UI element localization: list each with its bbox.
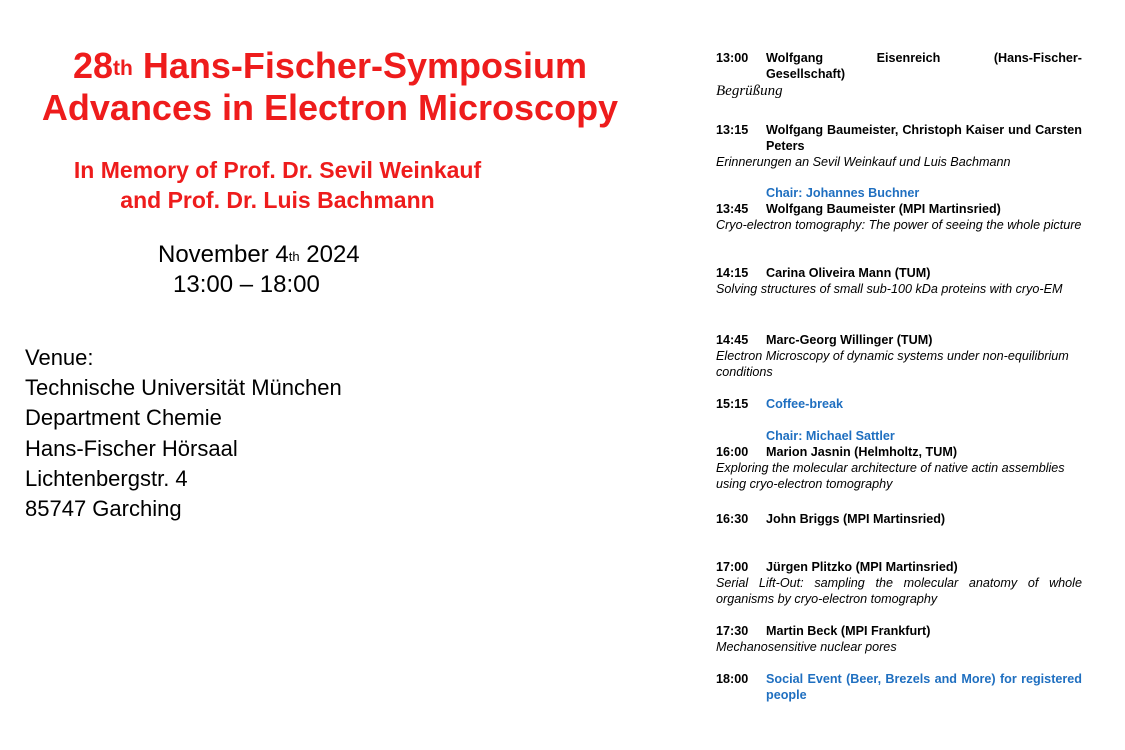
speaker-part: Eisenreich <box>876 51 941 65</box>
program-entry <box>716 332 1082 380</box>
event-time-range: 13:00 – 18:00 <box>173 271 320 298</box>
date-year: 2024 <box>299 241 360 268</box>
title-number: 28 <box>73 45 114 86</box>
program-entry <box>716 428 1082 492</box>
program-entry <box>716 623 1082 655</box>
entry-speaker <box>766 50 1082 82</box>
speaker-part: Wolfgang <box>766 51 824 65</box>
venue-line: Lichtenbergstr. 4 <box>25 465 188 491</box>
entry-time: 14:15 <box>716 266 749 280</box>
speaker-part: (Hans-Fischer- <box>993 51 1082 65</box>
entry-time: 14:45 <box>716 333 749 347</box>
program-entry <box>716 265 1082 297</box>
entry-description: Begrüßung <box>716 83 783 99</box>
symposium-title <box>0 46 660 86</box>
social-event-label: Social Event (Beer, Brezels and More) for registered people <box>766 672 1082 702</box>
memory-line-1: In Memory of Prof. Dr. Sevil Weinkauf <box>73 157 482 183</box>
entry-time: 13:15 <box>716 123 749 137</box>
date-prefix: November 4 <box>158 241 289 268</box>
entry-speaker: Jürgen Plitzko (MPI Martinsried) <box>766 560 958 574</box>
program-entry <box>716 50 1082 100</box>
entry-time: 17:00 <box>716 560 749 574</box>
event-date <box>158 241 360 269</box>
entry-speaker: Wolfgang Baumeister (MPI Martinsried) <box>766 202 1001 216</box>
entry-time: 15:15 <box>716 397 749 411</box>
entry-description: Exploring the molecular architecture of native actin assemblies using cryo-electron tomography <box>716 461 1065 491</box>
program-entry <box>716 559 1082 607</box>
program-entry <box>716 511 1082 527</box>
date-ordinal: th <box>288 249 300 264</box>
symposium-subtitle: Advances in Electron Microscopy <box>41 87 619 128</box>
venue-heading: Venue: <box>25 345 94 370</box>
entry-speaker: Carina Oliveira Mann (TUM) <box>766 266 931 280</box>
session-chair: Chair: Michael Sattler <box>766 429 895 443</box>
entry-speaker: John Briggs (MPI Martinsried) <box>766 512 946 526</box>
venue-line: 85747 Garching <box>25 496 182 522</box>
entry-speaker: Martin Beck (MPI Frankfurt) <box>766 624 931 638</box>
entry-time: 16:30 <box>716 512 749 526</box>
entry-time: 18:00 <box>716 672 749 686</box>
speaker-part: Gesellschaft) <box>766 67 846 81</box>
title-ordinal: th <box>113 57 133 80</box>
entry-description: Serial Lift-Out: sampling the molecular anatomy of whole organisms by cryo-electron tomography <box>716 576 1082 606</box>
program-entry <box>716 396 1082 412</box>
venue-line: Department Chemie <box>25 405 222 431</box>
coffee-break-label: Coffee-break <box>766 397 843 411</box>
entry-time: 17:30 <box>716 624 749 638</box>
entry-description: Mechanosensitive nuclear pores <box>716 640 897 654</box>
program-entry <box>716 185 1082 233</box>
venue-line: Hans-Fischer Hörsaal <box>25 435 238 461</box>
entry-description: Solving structures of small sub-100 kDa proteins with cryo-EM <box>716 282 1063 296</box>
memory-line-2: and Prof. Dr. Luis Bachmann <box>120 187 435 213</box>
venue-line: Technische Universität München <box>25 375 342 401</box>
session-chair: Chair: Johannes Buchner <box>766 186 920 200</box>
entry-speaker: Marc-Georg Willinger (TUM) <box>766 333 933 347</box>
entry-time: 13:45 <box>716 202 749 216</box>
entry-description: Electron Microscopy of dynamic systems under non-equilibrium conditions <box>716 349 1069 379</box>
program-entry <box>716 671 1082 703</box>
entry-speaker: Marion Jasnin (Helmholtz, TUM) <box>766 445 958 459</box>
entry-time: 16:00 <box>716 445 749 459</box>
entry-description: Cryo-electron tomography: The power of seeing the whole picture <box>716 218 1082 232</box>
entry-speaker: Wolfgang Baumeister, Christoph Kaiser und Carsten Peters <box>766 123 1082 153</box>
program-entry <box>716 122 1082 170</box>
entry-time: 13:00 <box>716 51 749 65</box>
title-text: Hans-Fischer-Symposium <box>132 45 587 86</box>
entry-description: Erinnerungen an Sevil Weinkauf und Luis Bachmann <box>716 155 1011 169</box>
venue-block <box>25 343 342 524</box>
